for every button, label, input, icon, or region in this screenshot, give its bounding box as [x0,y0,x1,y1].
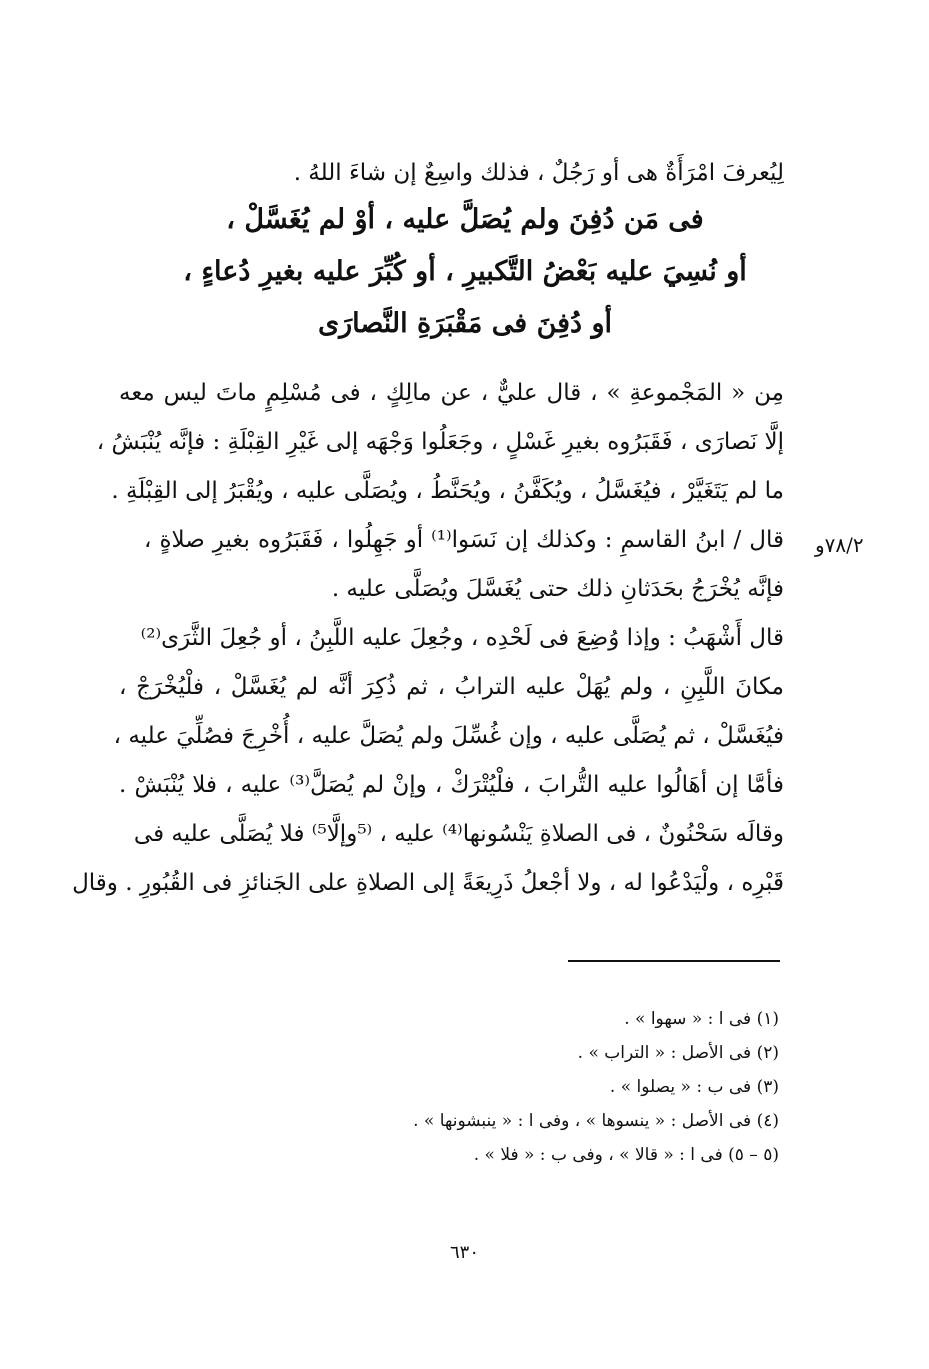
page-number: ٦٣٠ [449,1242,479,1263]
paragraph-1-line-2: إلَّا نَصارَى ، فَقَبَرُوه بغيرِ غَسْلٍ ، وجَعَلُوا وَجْهَه إلى غَيْرِ القِبْلَةِ : فإنَّه يُنْبَشُ ، [96,429,784,455]
paragraph-1-line-1: مِن « المَجْموعةِ » ، قال عليٌّ ، عن مالِكٍ ، فى مُسْلِمٍ ماتَ ليس معه [119,380,784,406]
footnote-separator [568,960,780,962]
opening-line: لِيُعرفَ امْرَأَةٌ هى أو رَجُلٌ ، فذلك واسِعٌ إن شاءَ اللهُ . [293,160,784,186]
paragraph-3-line-4: فأمَّا إن أهَالُوا عليه التُّرابَ ، فلْيُتْرَكْ ، وإنْ لم يُصَلَّ⁽³⁾ عليه ، فلا يُنْبَشْ . [119,772,785,798]
paragraph-3-line-2: مكانَ اللَّبِنِ ، ولم يُهَلْ عليه الترابُ ، ثم ذُكِرَ أنَّه لم يُغَسَّلْ ، فلْيُخْرَجْ ، [119,674,784,700]
paragraph-2-line-1: قال / ابنُ القاسمِ : وكذلك إن نَسَوا⁽¹⁾ أو جَهِلُوا ، فَقَبَرُوه بغيرِ صلاةٍ ، [144,527,784,553]
paragraph-3-line-3: فيُغَسَّلْ ، ثم يُصَلَّى عليه ، وإن غُسِّلَ ولم يُصَلَّ عليه ، أُخْرِجَ فصُلِّيَ عليه ، [113,723,784,749]
paragraph-2-line-2: فإنَّه يُخْرَجُ بحَدَثانِ ذلك حتى يُغَسَّلَ ويُصَلَّى عليه . [331,576,784,602]
section-heading-line-3: أو دُفِنَ فى مَقْبَرَةِ النَّصارَى [317,308,613,339]
footnote-4: (٤) فى الأصل : « ينسوها » ، وفى ا : « ينبشونها » . [413,1111,779,1131]
section-heading-line-2: أو نُسِيَ عليه بَعْضُ التَّكبيرِ ، أو كُبِّرَ عليه بغيرِ دُعاءٍ ، [183,256,747,287]
footnote-2: (٢) فى الأصل : « التراب » . [577,1043,779,1063]
footnote-5: (٥ – ٥) فى ا : « قالا » ، وفى ب : « فلا » . [473,1145,779,1165]
footnote-3: (٣) فى ب : « يصلوا » . [609,1077,779,1097]
paragraph-3-line-1: قال أَشْهَبُ : وإذا وُضِعَ فى لَحْدِه ، وجُعِلَ عليه اللَّبِنُ ، أو جُعِلَ الثَّرَى⁽²⁾ [140,625,784,651]
paragraph-4-line-1: وقالَه سَحْنُونٌ ، فى الصلاةِ يَنْسُونها⁽⁴⁾ عليه ، ⁽⁵وإلَّا⁵⁾ فلا يُصَلَّى عليه فى [133,821,784,847]
paragraph-1-line-3: ما لم يَتَغَيَّرْ ، فيُغَسَّلُ ، ويُكَفَّنُ ، ويُحَنَّطُ ، ويُصَلَّى عليه ، ويُقْبَرُ إلى القِبْلَةِ . [111,478,784,504]
paragraph-4-line-2: قَبْرِه ، ولْيَدْعُوا له ، ولا أجْعلُ ذَرِيعَةً إلى الصلاةِ على الجَنائزِ فى القُبُورِ . وقال [72,870,784,896]
margin-folio-note: ٧٨/٢و [815,533,864,557]
footnote-1: (١) فى ا : « سهوا » . [624,1009,779,1029]
section-heading-line-1: فى مَن دُفِنَ ولم يُصَلَّ عليه ، أوْ لم يُغَسَّلْ ، [226,204,704,235]
